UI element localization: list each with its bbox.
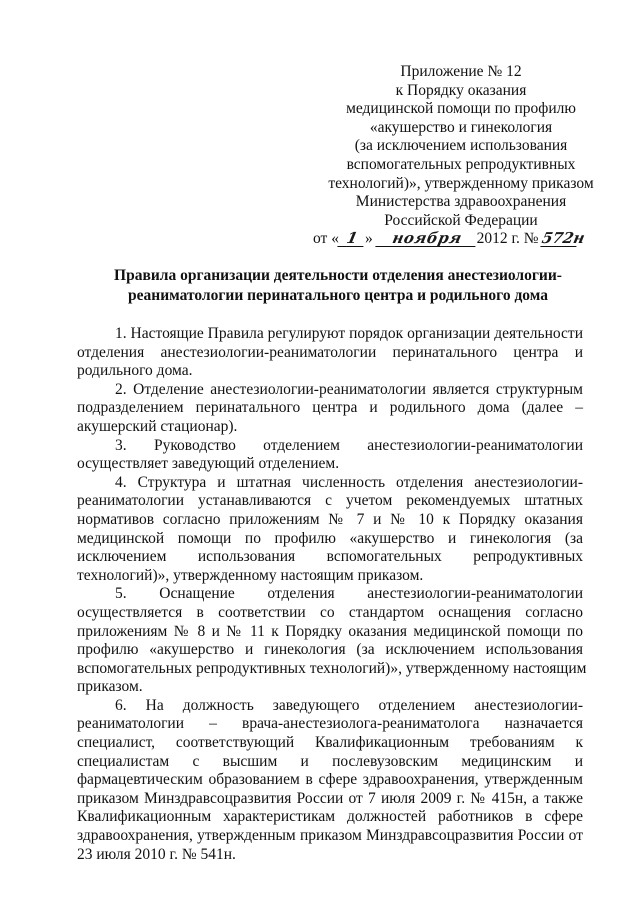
paragraph-2 xyxy=(77,381,583,437)
handwritten-day: 1 xyxy=(337,231,366,247)
appendix-line: медицинской помощи по профилю xyxy=(346,100,576,118)
text-line: здравоохранения, утвержденным приказом Минздравсоцразвития России от xyxy=(77,827,583,845)
text-line: родильного дома. xyxy=(77,362,193,380)
text-line: профилю «акушерство и гинекология (за исключением использования xyxy=(77,641,583,659)
handwritten-order-number: 572н xyxy=(540,229,587,248)
text-line: 2. Отделение анестезиологии-реаниматологии является структурным xyxy=(115,380,583,398)
text-line: 5. Оснащение отделения анестезиологии-реаниматологии xyxy=(115,585,583,603)
paragraph-5 xyxy=(77,585,587,697)
text-line: специалистам с высшим и послевузовским медицинским и xyxy=(77,752,583,770)
date-prefix: от « xyxy=(313,230,339,248)
text-line: осуществляется в соответствии со стандартом оснащения согласно xyxy=(77,603,583,621)
paragraph-6 xyxy=(77,697,583,864)
date-mid: » xyxy=(364,230,373,248)
title-line: Правила организации деятельности отделения анестезиологии- xyxy=(114,267,562,284)
document-body xyxy=(77,325,587,864)
text-line: реаниматологии – врача-анестезиолога-реаниматолога назначается xyxy=(77,715,583,733)
document-title xyxy=(84,266,592,305)
appendix-line: Приложение № 12 xyxy=(400,63,522,80)
text-line: приказом. xyxy=(77,678,143,696)
text-line: фармацевтическим образованием в сфере здравоохранения, утвержденным xyxy=(77,771,583,789)
text-line: приложениям № 8 и № 11 к Порядку оказания медицинской помощи по xyxy=(77,622,583,640)
text-line: медицинской помощи по профилю «акушерство и гинекология (за xyxy=(77,529,583,547)
text-line: вспомогательных репродуктивных технологий)», утвержденному настоящим xyxy=(77,659,587,677)
title-line: реаниматологии перинатального центра и родильного дома xyxy=(128,286,548,304)
appendix-line: к Порядку оказания xyxy=(395,81,527,99)
text-line: 23 июля 2010 г. № 541н. xyxy=(77,845,236,863)
text-line: осуществляет заведующий отделением. xyxy=(77,455,340,473)
paragraph-1 xyxy=(77,325,583,381)
text-line: реаниматологии устанавливаются с учетом рекомендуемых штатных xyxy=(77,492,583,510)
appendix-line: (за исключением использования xyxy=(354,137,568,155)
text-line: приказом Минздравсоцразвития России от 7 июля 2009 г. № 415н, а также xyxy=(77,789,583,807)
text-line: подразделением перинатального центра и родильного дома (далее – xyxy=(77,399,583,417)
text-line: 6. На должность заведующего отделением анестезиологии- xyxy=(115,696,583,714)
order-date-line xyxy=(313,230,604,249)
appendix-line: Министерства здравоохранения xyxy=(355,193,567,211)
paragraph-3 xyxy=(77,437,583,474)
appendix-line: вспомогательных репродуктивных xyxy=(346,155,576,173)
appendix-line: «акушерство и гинекология xyxy=(369,118,553,136)
text-line: исключением использования вспомогательных репродуктивных xyxy=(77,548,583,566)
text-line: Квалификационным характеристикам должностей работников в сфере xyxy=(77,808,583,826)
text-line: акушерский стационар). xyxy=(77,417,238,435)
text-line: 4. Структура и штатная численность отделения анестезиологии- xyxy=(115,473,583,491)
appendix-line: технологий)», утвержденному приказом xyxy=(328,174,594,192)
text-line: нормативов согласно приложениям № 7 и № 10 к Порядку оказания xyxy=(77,510,583,528)
text-line: 1. Настоящие Правила регулируют порядок организации деятельности xyxy=(115,325,583,342)
date-year: 2012 г. № xyxy=(476,230,539,248)
appendix-header xyxy=(313,63,604,249)
text-line: специалист, соответствующий Квалификационным требованиям к xyxy=(77,734,583,752)
text-line: технологий)», утвержденному настоящим приказом. xyxy=(77,566,424,584)
paragraph-4 xyxy=(77,474,583,586)
appendix-line: Российской Федерации xyxy=(384,211,538,229)
handwritten-month: ноября xyxy=(375,231,478,247)
text-line: отделения анестезиологии-реаниматологии перинатального центра и xyxy=(77,343,583,361)
text-line: 3. Руководство отделением анестезиологии-реаниматологии xyxy=(115,436,583,454)
